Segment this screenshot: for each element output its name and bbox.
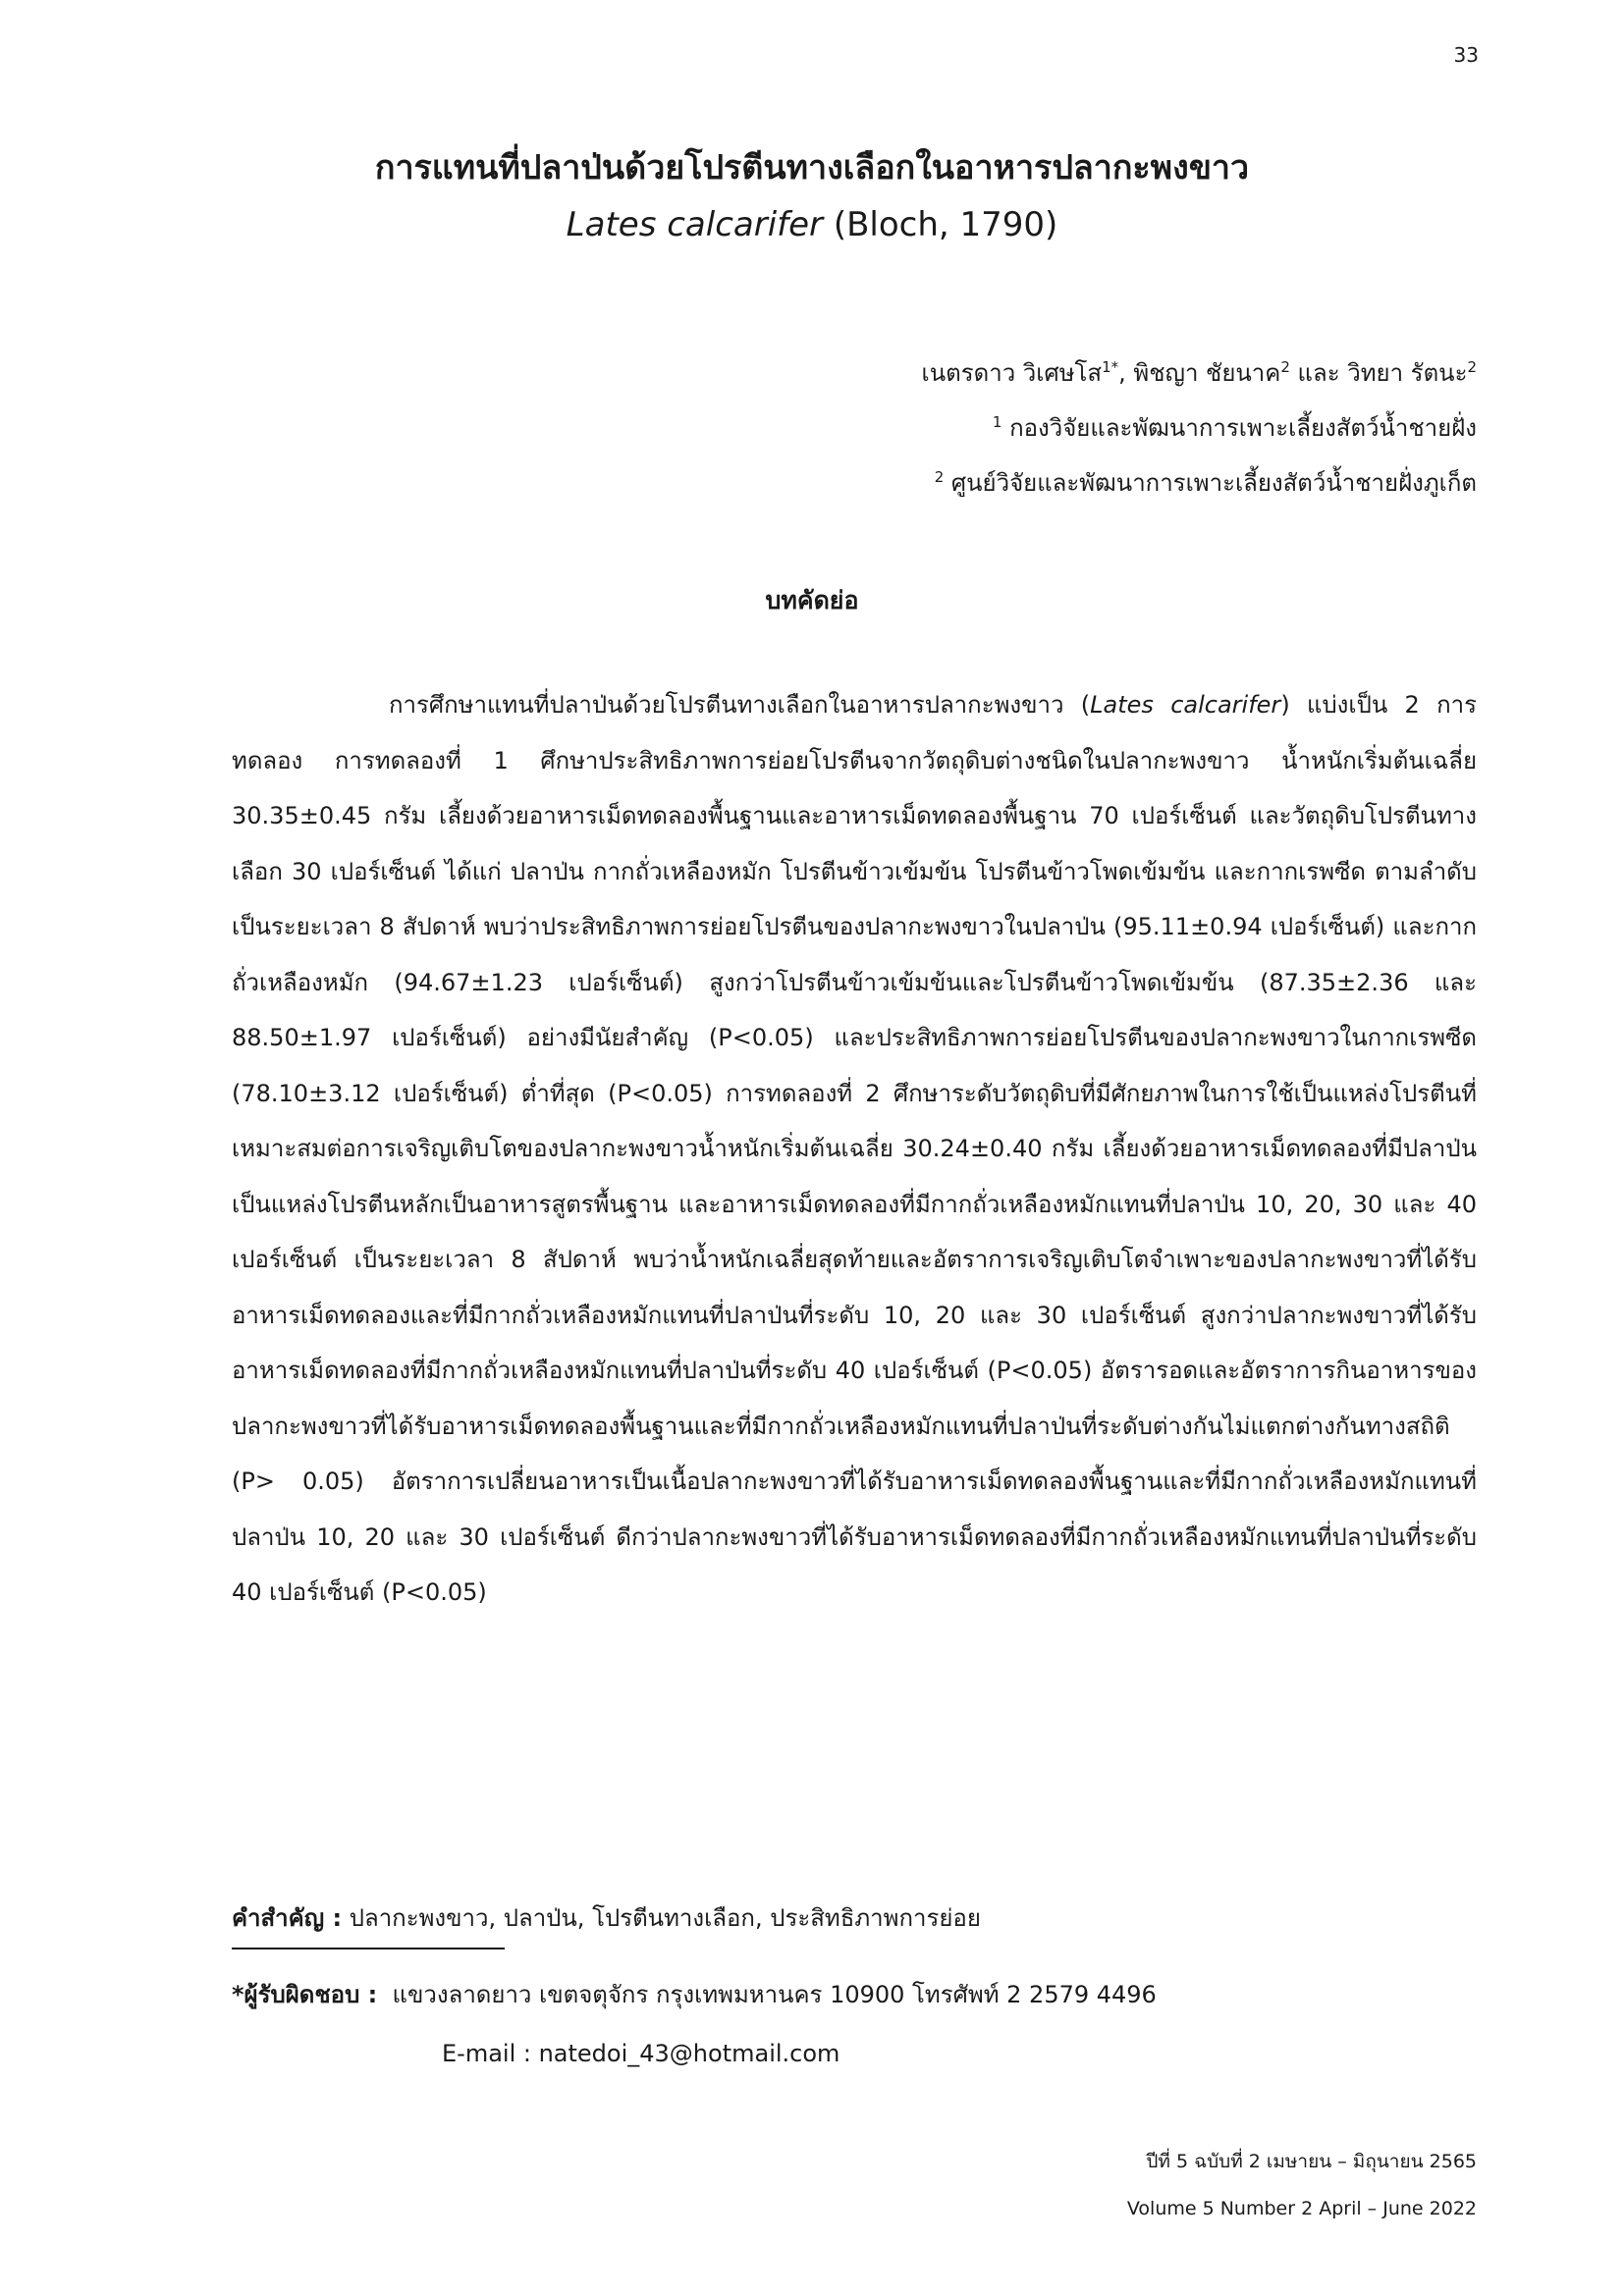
authors-block (922, 346, 1477, 510)
corresponding-email: E-mail : natedoi_43@hotmail.com (442, 2040, 840, 2067)
author-3: และ วิทยา รัตนะ (1289, 359, 1468, 387)
author-2-sup: 2 (1280, 358, 1290, 376)
abstract-text-1: การศึกษาแทนที่ปลาป่นด้วยโปรตีนทางเลือกในอาหารปลากะพงขาว ( (389, 691, 1091, 719)
abstract-body (232, 677, 1477, 1621)
keywords-text: ปลากะพงขาว, ปลาป่น, โปรตีนทางเลือก, ประสิทธิภาพการย่อย (342, 1904, 981, 1932)
affiliation-1-text: กองวิจัยและพัฒนาการเพาะเลี้ยงสัตว์น้ำชายฝั่ง (1001, 414, 1477, 442)
keywords-label: คำสำคัญ : (232, 1904, 343, 1932)
affiliation-1 (922, 400, 1477, 455)
abstract-heading: บทคัดย่อ (765, 586, 859, 614)
author-list (922, 346, 1477, 400)
title-species-line (0, 196, 1624, 253)
corresponding-author (232, 1975, 1157, 2013)
author-2: , พิชญา ชัยนาค (1118, 359, 1281, 387)
affiliation-2 (922, 455, 1477, 510)
corresponding-address: แขวงลาดยาว เขตจตุจักร กรุงเทพมหานคร 10900 โทรศัพท์ 2 2579 4496 (377, 1981, 1157, 2008)
author-3-sup: 2 (1467, 358, 1477, 376)
title-authority: (Bloch, 1790) (833, 205, 1058, 244)
title-thai: การแทนที่ปลาป่นด้วยโปรตีนทางเลือกในอาหารปลากะพงขาว (374, 148, 1250, 187)
footer-english: Volume 5 Number 2 April – June 2022 (1126, 2198, 1477, 2219)
footer-thai: ปีที่ 5 ฉบับที่ 2 เมษายน – มิถุนายน 2565 (1146, 2151, 1477, 2172)
page-number: 33 (1453, 43, 1479, 67)
keywords-divider (232, 1948, 505, 1949)
abstract-species: Lates calcarifer (1090, 691, 1281, 719)
title-scientific-name: Lates calcarifer (566, 205, 824, 244)
journal-footer (1127, 2138, 1477, 2232)
corresponding-label: *ผู้รับผิดชอบ : (232, 1981, 378, 2008)
affiliation-1-sup: 1 (992, 413, 1002, 431)
affiliation-2-text: ศูนย์วิจัยและพัฒนาการเพาะเลี้ยงสัตว์น้ำชายฝั่งภูเก็ต (944, 469, 1477, 497)
abstract-text-2: ) แบ่งเป็น 2 การทดลอง การทดลองที่ 1 ศึกษาประสิทธิภาพการย่อยโปรตีนจากวัตถุดิบต่างชนิดในปลากะพงขาว น้ำหนักเริ่มต้นเฉลี่ย 30.35±0.45 กรัม เลี้ยงด้วยอาหารเม็ดทดลองพื้นฐานและอาหารเม็ดทดลองพื้นฐาน 70 เปอร์เซ็นต์ และวัตถุดิบโปรตีนทางเลือก 30 เปอร์เซ็นต์ ได้แก่ ปลาป่น กากถั่วเหลืองหมัก โปรตีนข้าวเข้มข้น โปรตีนข้าวโพดเข้มข้น และกากเรพซีด ตามลำดับ เป็นระยะเวลา 8 สัปดาห์ พบว่าประสิทธิภาพการย่อยโปรตีนของปลากะพงขาวในปลาป่น (95.11±0.94 เปอร์เซ็นต์) และกากถั่วเหลืองหมัก (94.67±1.23 เปอร์เซ็นต์) สูงกว่าโปรตีนข้าวเข้มข้นและโปรตีนข้าวโพดเข้มข้น (87.35±2.36 และ 88.50±1.97 เปอร์เซ็นต์) อย่างมีนัยสำคัญ (P<0.05) และประสิทธิภาพการย่อยโปรตีนของปลากะพงขาวในกากเรพซีด (78.10±3.12 เปอร์เซ็นต์) ต่ำที่สุด (P<0.05) การทดลองที่ 2 ศึกษาระดับวัตถุดิบที่มีศักยภาพในการใช้เป็นแหล่งโปรตีนที่เหมาะสมต่อการเจริญเติบโตของปลากะพงขาวน้ำหนักเริ่มต้นเฉลี่ย 30.24±0.40 กรัม เลี้ยงด้วยอาหารเม็ดทดลองที่มีปลาป่นเป็นแหล่งโปรตีนหลักเป็นอาหารสูตรพื้นฐาน และอาหารเม็ดทดลองที่มีกากถั่วเหลืองหมักแทนที่ปลาป่น 10, 20, 30 และ 40 เปอร์เซ็นต์ เป็นระยะเวลา 8 สัปดาห์ พบว่าน้ำหนักเฉลี่ยสุดท้ายและอัตราการเจริญเติบโตจำเพาะของปลากะพงขาวที่ได้รับอาหารเม็ดทดลองและที่มีกากถั่วเหลืองหมักแทนที่ปลาป่นที่ระดับ 10, 20 และ 30 เปอร์เซ็นต์ สูงกว่าปลากะพงขาวที่ได้รับอาหารเม็ดทดลองที่มีกากถั่วเหลืองหมักแทนที่ปลาป่นที่ระดับ 40 เปอร์เซ็นต์ (P<0.05) อัตรารอดและอัตราการกินอาหารของปลากะพงขาวที่ได้รับอาหารเม็ดทดลองพื้นฐานและที่มีกากถั่วเหลืองหมักแทนที่ปลาป่นที่ระดับต่างกันไม่แตกต่างกันทางสถิติ (P> 0.05) อัตราการเปลี่ยนอาหารเป็นเนื้อปลากะพงขาวที่ได้รับอาหารเม็ดทดลองพื้นฐานและที่มีกากถั่วเหลืองหมักแทนที่ปลาป่น 10, 20 และ 30 เปอร์เซ็นต์ ดีกว่าปลากะพงขาวที่ได้รับอาหารเม็ดทดลองที่มีกากถั่วเหลืองหมักแทนที่ปลาป่นที่ระดับ 40 เปอร์เซ็นต์ (P<0.05) (232, 691, 1478, 1606)
affiliation-2-sup: 2 (934, 468, 945, 486)
author-1: เนตรดาว วิเศษโส (921, 359, 1103, 387)
paper-title (0, 139, 1624, 253)
keywords (232, 1898, 981, 1937)
author-1-sup: 1* (1102, 358, 1119, 376)
